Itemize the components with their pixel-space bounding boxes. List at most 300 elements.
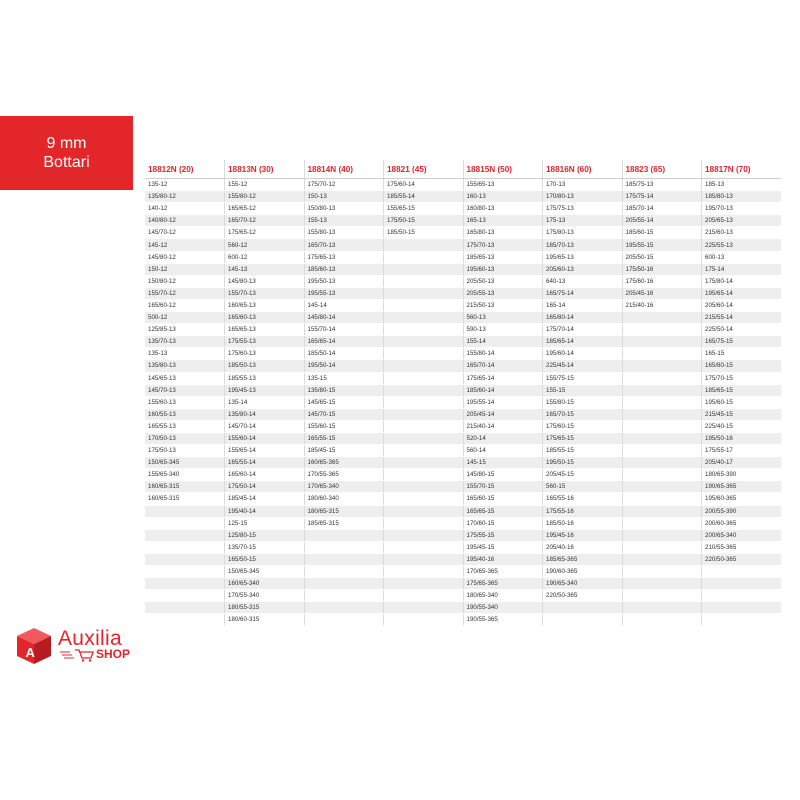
table-cell: 205/60-14 <box>702 299 782 311</box>
table-cell: 155/70-14 <box>304 324 384 336</box>
table-cell: 145/70-15 <box>304 408 384 420</box>
table-cell: 150/65-345 <box>145 457 225 469</box>
table-cell <box>622 578 702 590</box>
table-row <box>145 541 781 553</box>
table-cell: 175/70-14 <box>543 324 623 336</box>
table-cell: 170/55-365 <box>304 469 384 481</box>
table-cell <box>622 529 702 541</box>
table-cell: 165/65-13 <box>225 324 305 336</box>
table-row <box>145 566 781 578</box>
table-cell: 150/80-12 <box>145 275 225 287</box>
table-row <box>145 384 781 396</box>
table-cell <box>304 553 384 565</box>
column-header: 18815N (50) <box>463 160 543 179</box>
table-row <box>145 227 781 239</box>
table-cell: 155-13 <box>304 215 384 227</box>
table-row <box>145 614 781 626</box>
table-cell: 175/70-12 <box>304 179 384 191</box>
table-cell <box>622 481 702 493</box>
table-cell: 175/65-14 <box>463 372 543 384</box>
table-cell: 185/50-16 <box>543 517 623 529</box>
logo-shop-text: SHOP <box>96 647 131 661</box>
table-cell: 185/45-14 <box>225 493 305 505</box>
column-header: 18823 (65) <box>622 160 702 179</box>
table-cell <box>304 566 384 578</box>
table-cell: 125-15 <box>225 517 305 529</box>
size-table <box>145 160 781 626</box>
table-cell: 160/65-365 <box>304 457 384 469</box>
table-cell: 165/70-14 <box>463 360 543 372</box>
table-cell: 145/65-13 <box>145 372 225 384</box>
table-row <box>145 517 781 529</box>
table-cell <box>622 432 702 444</box>
table-cell: 165/60-12 <box>145 299 225 311</box>
table-row <box>145 553 781 565</box>
banner-line-1: 9 mm <box>46 135 87 152</box>
table-cell: 140/80-12 <box>145 215 225 227</box>
table-cell: 155/70-13 <box>225 287 305 299</box>
table-cell: 190/60-365 <box>543 566 623 578</box>
table-cell <box>304 602 384 614</box>
table-cell: 175/60-16 <box>622 275 702 287</box>
table-cell: 215/40-16 <box>622 299 702 311</box>
table-cell: 150/80-13 <box>304 203 384 215</box>
table-row <box>145 287 781 299</box>
table-cell: 195/45-15 <box>463 541 543 553</box>
table-cell: 155/65-340 <box>145 469 225 481</box>
table-cell <box>145 614 225 626</box>
column-header: 18816N (60) <box>543 160 623 179</box>
table-cell <box>384 445 464 457</box>
table-cell <box>384 396 464 408</box>
table-row <box>145 457 781 469</box>
table-cell: 185/55-15 <box>543 445 623 457</box>
table-cell: 175/60-14 <box>384 179 464 191</box>
table-cell: 175/55-17 <box>702 445 782 457</box>
table-cell <box>384 312 464 324</box>
table-cell: 195/45-13 <box>225 384 305 396</box>
table-row <box>145 505 781 517</box>
table-cell <box>622 396 702 408</box>
table-cell <box>622 348 702 360</box>
table-cell: 195/60-365 <box>702 493 782 505</box>
table-cell: 165/50-15 <box>225 553 305 565</box>
table-cell: 175/65-12 <box>225 227 305 239</box>
table-cell: 140-12 <box>145 203 225 215</box>
column-header: 18813N (30) <box>225 160 305 179</box>
table-cell: 175/70-15 <box>702 372 782 384</box>
table-cell: 560-13 <box>463 312 543 324</box>
table-cell: 175/50-14 <box>225 481 305 493</box>
table-cell: 520-14 <box>463 432 543 444</box>
table-cell <box>622 336 702 348</box>
table-row <box>145 179 781 191</box>
table-cell: 185/65-13 <box>463 251 543 263</box>
table-cell: 165/75-15 <box>702 336 782 348</box>
table-cell <box>622 445 702 457</box>
table-cell <box>384 457 464 469</box>
table-cell: 160-13 <box>463 191 543 203</box>
table-cell: 205/65-13 <box>702 215 782 227</box>
table-cell: 165-14 <box>543 299 623 311</box>
table-cell <box>622 312 702 324</box>
table-cell: 170/65-340 <box>304 481 384 493</box>
table-cell: 165/70-15 <box>543 408 623 420</box>
table-cell: 155/65-15 <box>384 203 464 215</box>
table-cell <box>384 614 464 626</box>
table-cell: 195/55-14 <box>463 396 543 408</box>
table-cell: 125/85-13 <box>145 324 225 336</box>
table-cell: 185/50-15 <box>384 227 464 239</box>
table-cell: 185/75-13 <box>622 179 702 191</box>
table-cell: 195/60-14 <box>543 348 623 360</box>
table-cell <box>384 348 464 360</box>
table-cell: 175/65-13 <box>304 251 384 263</box>
table-cell: 180/55-315 <box>225 602 305 614</box>
table-cell: 135/70-13 <box>145 336 225 348</box>
table-cell: 150-13 <box>304 191 384 203</box>
table-row <box>145 372 781 384</box>
table-cell <box>384 505 464 517</box>
table-cell: 135-13 <box>145 348 225 360</box>
table-cell <box>702 578 782 590</box>
table-cell: 185/65-14 <box>543 336 623 348</box>
table-cell: 145/70-14 <box>225 420 305 432</box>
table-cell <box>622 590 702 602</box>
table-cell: 185/70-13 <box>543 239 623 251</box>
table-cell: 205/45-16 <box>622 287 702 299</box>
table-cell <box>145 566 225 578</box>
cube-logo-icon <box>14 626 54 666</box>
table-cell <box>622 420 702 432</box>
table-cell <box>384 578 464 590</box>
table-cell: 205/40-17 <box>702 457 782 469</box>
table-cell: 155/65-13 <box>463 179 543 191</box>
table-cell: 145/70-12 <box>145 227 225 239</box>
table-cell: 195/55-13 <box>304 287 384 299</box>
table-cell <box>384 541 464 553</box>
column-header: 18817N (70) <box>702 160 782 179</box>
table-cell: 145/80-13 <box>225 275 305 287</box>
table-cell: 640-13 <box>543 275 623 287</box>
table-cell <box>702 614 782 626</box>
table-cell: 200/60-365 <box>702 517 782 529</box>
table-cell: 155/60-15 <box>304 420 384 432</box>
table-row <box>145 396 781 408</box>
table-cell: 185/70-14 <box>622 203 702 215</box>
table-cell: 195/65-13 <box>543 251 623 263</box>
table-row <box>145 324 781 336</box>
table-cell: 175/80-14 <box>702 275 782 287</box>
table-cell: 205/55-13 <box>463 287 543 299</box>
table-cell <box>304 541 384 553</box>
table-cell: 125/80-15 <box>225 529 305 541</box>
table-cell: 180/65-340 <box>463 590 543 602</box>
table-cell <box>622 469 702 481</box>
table-cell: 185/60-13 <box>304 263 384 275</box>
table-cell: 185/65-15 <box>702 384 782 396</box>
table-cell: 165/65-12 <box>225 203 305 215</box>
table-cell: 195/45-16 <box>543 529 623 541</box>
table-cell: 205/45-14 <box>463 408 543 420</box>
table-cell: 560-12 <box>225 239 305 251</box>
table-cell: 170/60-15 <box>463 517 543 529</box>
table-cell: 185/80-13 <box>702 191 782 203</box>
table-cell: 185/50-14 <box>304 348 384 360</box>
table-row <box>145 312 781 324</box>
table-cell <box>304 529 384 541</box>
table-row <box>145 239 781 251</box>
table-row <box>145 432 781 444</box>
table-row <box>145 408 781 420</box>
table-cell: 175/75-14 <box>622 191 702 203</box>
table-row <box>145 578 781 590</box>
table-cell: 185/65-315 <box>304 517 384 529</box>
table-cell: 175/55-13 <box>225 336 305 348</box>
table-cell: 165/60-14 <box>225 469 305 481</box>
table-cell: 205/45-15 <box>543 469 623 481</box>
table-cell: 135/80-13 <box>145 360 225 372</box>
table-cell: 135/70-15 <box>225 541 305 553</box>
table-cell: 185/65-365 <box>543 553 623 565</box>
table-cell: 195/55-15 <box>622 239 702 251</box>
table-cell <box>145 529 225 541</box>
table-cell: 175/60-13 <box>225 348 305 360</box>
table-cell: 175-14 <box>702 263 782 275</box>
table-cell: 155/70-12 <box>145 287 225 299</box>
table-cell <box>384 566 464 578</box>
table-row <box>145 203 781 215</box>
table-cell: 135-15 <box>304 372 384 384</box>
table-row <box>145 469 781 481</box>
table-cell: 180/65-315 <box>304 505 384 517</box>
table-cell: 225/40-15 <box>702 420 782 432</box>
table-cell <box>702 566 782 578</box>
table-row <box>145 191 781 203</box>
table-cell: 155/60-14 <box>225 432 305 444</box>
table-cell: 155/80-15 <box>543 396 623 408</box>
table-cell: 145/65-15 <box>304 396 384 408</box>
table-cell <box>702 602 782 614</box>
table-cell: 165/70-12 <box>225 215 305 227</box>
table-cell <box>304 590 384 602</box>
table-cell <box>384 408 464 420</box>
table-cell: 165/65-15 <box>463 505 543 517</box>
table-cell: 175/65-365 <box>463 578 543 590</box>
table-cell <box>384 481 464 493</box>
table-cell: 135/80-15 <box>304 384 384 396</box>
table-cell: 155-12 <box>225 179 305 191</box>
table-row <box>145 481 781 493</box>
table-cell <box>304 614 384 626</box>
table-cell: 155/80-12 <box>225 191 305 203</box>
table-row <box>145 336 781 348</box>
table-cell: 165/80-13 <box>463 227 543 239</box>
table-cell <box>384 553 464 565</box>
table-row <box>145 215 781 227</box>
table-cell: 185/60-15 <box>622 227 702 239</box>
table-row <box>145 299 781 311</box>
table-cell <box>622 384 702 396</box>
table-cell: 195/70-13 <box>702 203 782 215</box>
table-cell: 220/50-365 <box>543 590 623 602</box>
table-cell: 160/65-315 <box>145 493 225 505</box>
table-cell: 160/80-13 <box>463 203 543 215</box>
table-cell: 155/80-14 <box>463 348 543 360</box>
table-cell <box>622 324 702 336</box>
table-row <box>145 251 781 263</box>
table-cell: 135/80-14 <box>225 408 305 420</box>
table-cell <box>145 553 225 565</box>
table-cell: 590-13 <box>463 324 543 336</box>
table-cell: 220/50-365 <box>702 553 782 565</box>
table-cell: 135-14 <box>225 396 305 408</box>
table-cell: 205/55-14 <box>622 215 702 227</box>
table-cell: 160/65-340 <box>225 578 305 590</box>
table-cell: 135/80-12 <box>145 191 225 203</box>
column-header: 18821 (45) <box>384 160 464 179</box>
table-cell: 165/70-13 <box>304 239 384 251</box>
table-row <box>145 348 781 360</box>
table-cell: 155/80-13 <box>304 227 384 239</box>
table-cell: 205/60-13 <box>543 263 623 275</box>
table-row <box>145 602 781 614</box>
table-cell: 225/50-14 <box>702 324 782 336</box>
table-cell: 155/70-15 <box>463 481 543 493</box>
table-cell: 135-12 <box>145 179 225 191</box>
table-cell: 215/60-13 <box>702 227 782 239</box>
table-cell: 175/50-15 <box>384 215 464 227</box>
table-cell <box>384 263 464 275</box>
table-cell: 500-12 <box>145 312 225 324</box>
table-cell <box>145 517 225 529</box>
table-cell <box>622 372 702 384</box>
table-cell <box>384 239 464 251</box>
table-cell: 145-15 <box>463 457 543 469</box>
table-cell: 215/45-15 <box>702 408 782 420</box>
table-cell <box>384 384 464 396</box>
column-header: 18814N (40) <box>304 160 384 179</box>
table-cell <box>384 287 464 299</box>
table-cell: 160/55-13 <box>145 408 225 420</box>
table-cell: 145-14 <box>304 299 384 311</box>
table-cell <box>145 541 225 553</box>
table-cell: 145-12 <box>145 239 225 251</box>
table-cell <box>384 432 464 444</box>
table-cell <box>145 602 225 614</box>
table-cell <box>384 251 464 263</box>
table-cell: 155-14 <box>463 336 543 348</box>
auxilia-shop-logo <box>14 626 144 666</box>
table-cell: 195/65-14 <box>702 287 782 299</box>
table-cell: 165/55-15 <box>304 432 384 444</box>
table-cell: 170/50-13 <box>145 432 225 444</box>
table-cell: 175/75-13 <box>543 203 623 215</box>
table-cell <box>384 360 464 372</box>
header-row <box>145 160 781 179</box>
table-cell <box>622 408 702 420</box>
table-cell: 175/55-15 <box>463 529 543 541</box>
table-cell <box>384 336 464 348</box>
table-cell: 560-15 <box>543 481 623 493</box>
table-cell: 185-13 <box>702 179 782 191</box>
table-cell: 195/50-15 <box>543 457 623 469</box>
table-cell: 165-15 <box>702 348 782 360</box>
table-cell: 560-14 <box>463 445 543 457</box>
table-cell <box>622 457 702 469</box>
table-cell: 175/70-13 <box>463 239 543 251</box>
table-cell: 190/65-340 <box>543 578 623 590</box>
table-cell: 175-13 <box>543 215 623 227</box>
table-cell: 175/50-13 <box>145 445 225 457</box>
table-cell: 225/55-13 <box>702 239 782 251</box>
table-cell: 145-13 <box>225 263 305 275</box>
table-cell: 155/60-13 <box>145 396 225 408</box>
table-cell: 205/50-13 <box>463 275 543 287</box>
svg-text:A: A <box>25 645 35 660</box>
table-cell: 195/60-15 <box>702 396 782 408</box>
table-cell <box>384 493 464 505</box>
table-row <box>145 420 781 432</box>
table-cell: 165/75-14 <box>543 287 623 299</box>
table-cell: 180/60-315 <box>225 614 305 626</box>
table-cell <box>622 360 702 372</box>
table-cell <box>384 529 464 541</box>
table-cell <box>384 469 464 481</box>
table-cell: 175/65-15 <box>543 432 623 444</box>
table-cell: 160/65-13 <box>225 299 305 311</box>
table-cell: 155/65-14 <box>225 445 305 457</box>
table-cell: 200/55-390 <box>702 505 782 517</box>
table-cell <box>145 590 225 602</box>
table-cell <box>384 324 464 336</box>
table-cell: 195/60-13 <box>463 263 543 275</box>
table-cell: 600-13 <box>702 251 782 263</box>
table-cell: 150-12 <box>145 263 225 275</box>
table-cell <box>384 299 464 311</box>
table-cell: 185/55-14 <box>384 191 464 203</box>
table-cell: 165/55-16 <box>543 493 623 505</box>
table-cell <box>622 602 702 614</box>
table-cell: 145/80-15 <box>463 469 543 481</box>
table-cell <box>622 493 702 505</box>
table-cell <box>622 614 702 626</box>
logo-brand-text: Auxilia <box>58 627 122 650</box>
table-cell <box>543 614 623 626</box>
table-cell <box>384 372 464 384</box>
table-cell: 190/55-365 <box>463 614 543 626</box>
table-cell: 180/65-390 <box>702 469 782 481</box>
table-cell: 175/80-13 <box>543 227 623 239</box>
table-cell <box>145 578 225 590</box>
table-cell: 170/80-13 <box>543 191 623 203</box>
table-cell: 150/65-345 <box>225 566 305 578</box>
table-cell: 185/45-15 <box>304 445 384 457</box>
table-cell: 205/50-15 <box>622 251 702 263</box>
table-cell: 170/65-365 <box>463 566 543 578</box>
table-cell: 165/65-14 <box>304 336 384 348</box>
table-row <box>145 275 781 287</box>
table-cell <box>622 566 702 578</box>
table-cell: 175/55-16 <box>543 505 623 517</box>
table-cell: 170/55-340 <box>225 590 305 602</box>
table-cell: 155-15 <box>543 384 623 396</box>
table-cell: 200/65-340 <box>702 529 782 541</box>
table-row <box>145 445 781 457</box>
table-cell: 195/40-14 <box>225 505 305 517</box>
table-cell: 215/55-14 <box>702 312 782 324</box>
table-cell: 165/55-14 <box>225 457 305 469</box>
